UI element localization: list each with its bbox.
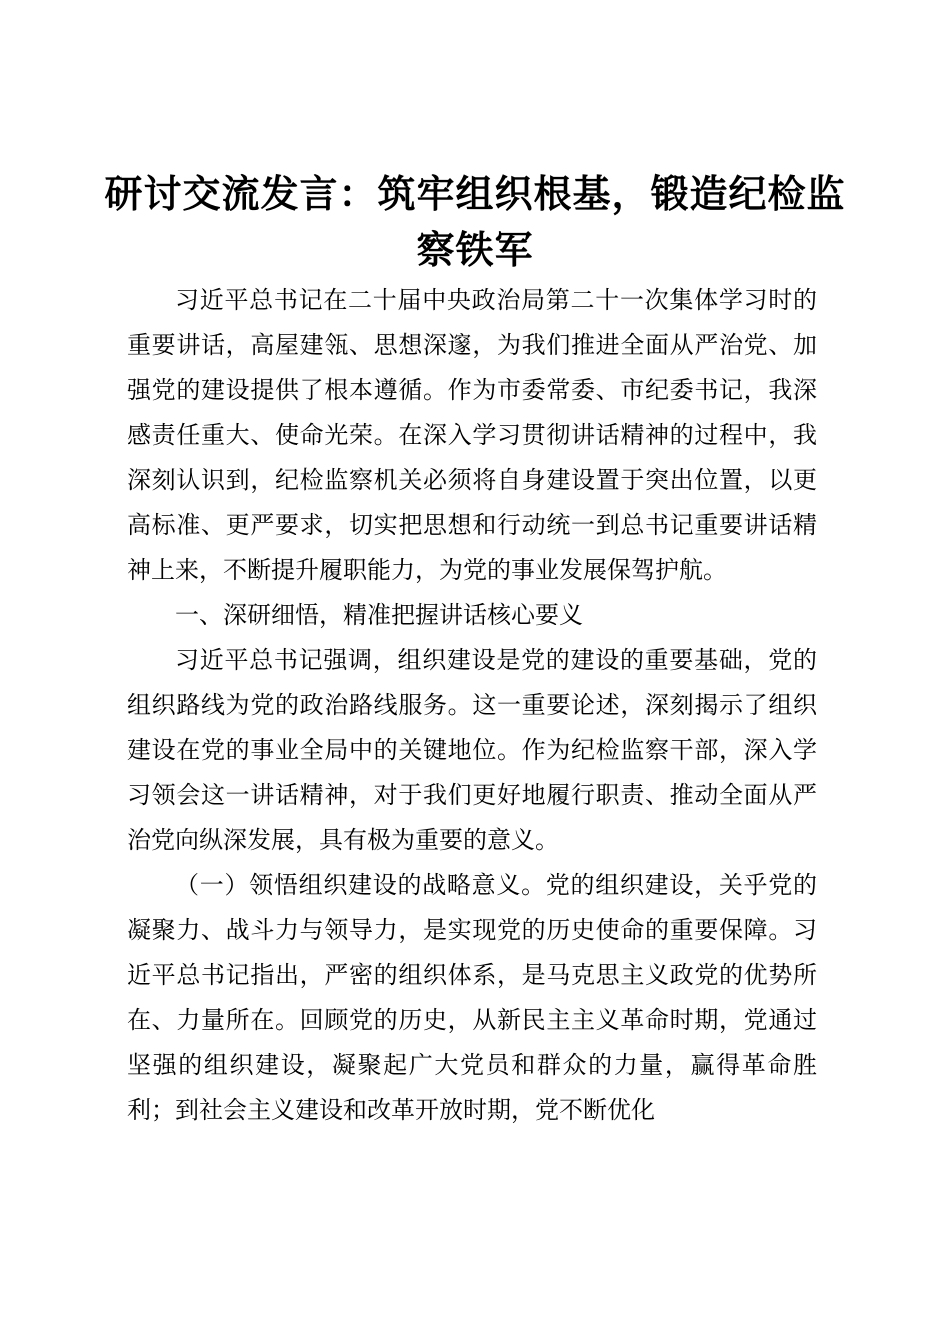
document-body	[127, 278, 817, 1133]
section-heading-1: 一、深研细悟，精准把握讲话核心要义	[175, 601, 583, 629]
paragraph-section-1: 习近平总书记强调，组织建设是党的建设的重要基础，党的组织路线为党的政治路线服务。这一重要论述，深刻揭示了组织建设在党的事业全局中的关键地位。作为纪检监察干部，深入学习领会这一讲话精神，对于我们更好地履行职责、推动全面从严治党向纵深发展，具有极为重要的意义。	[127, 646, 817, 854]
paragraph-intro: 习近平总书记在二十届中央政治局第二十一次集体学习时的重要讲话，高屋建瓴、思想深邃，为我们推进全面从严治党、加强党的建设提供了根本遵循。作为市委常委、市纪委书记，我深感责任重大、使命光荣。在深入学习贯彻讲话精神的过程中，我深刻认识到，纪检监察机关必须将自身建设置于突出位置，以更高标准、更严要求，切实把思想和行动统一到总书记重要讲话精神上来，不断提升履职能力，为党的事业发展保驾护航。	[127, 286, 817, 584]
document-title: 研讨交流发言：筑牢组织根基，锻造纪检监察铁军	[104, 171, 846, 272]
paragraph-subsection-1: （一）领悟组织建设的战略意义。党的组织建设，关乎党的凝聚力、战斗力与领导力，是实现党的历史使命的重要保障。习近平总书记指出，严密的组织体系，是马克思主义政党的优势所在、力量所在。回顾党的历史，从新民主主义革命时期，党通过坚强的组织建设，凝聚起广大党员和群众的力量，赢得革命胜利；到社会主义建设和改革开放时期，党不断优化	[127, 871, 817, 1124]
